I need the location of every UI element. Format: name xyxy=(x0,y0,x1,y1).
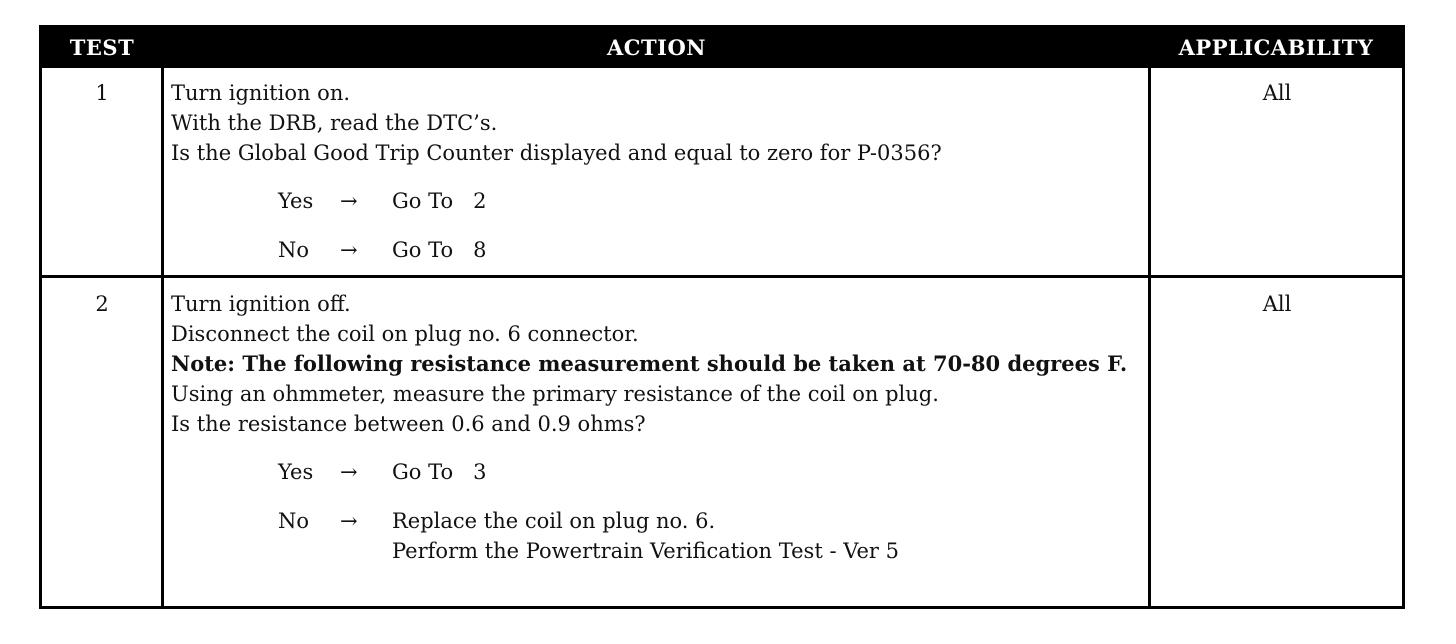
yes-result: Go To 2 xyxy=(392,189,487,213)
action-line: Turn ignition off. xyxy=(171,292,351,316)
yes-branch-1 xyxy=(171,186,1143,216)
applicability-2: All xyxy=(1262,292,1292,316)
column-divider-action-applicability xyxy=(1148,68,1151,606)
test-number-1: 1 xyxy=(95,81,109,105)
header-test: TEST xyxy=(69,35,135,60)
no-result-line2: Perform the Powertrain Verification Test - Ver 5 xyxy=(392,539,899,563)
yes-result: Go To 3 xyxy=(392,460,487,484)
action-line: With the DRB, read the DTC’s. xyxy=(171,111,498,135)
no-result: Go To 8 xyxy=(392,238,487,262)
applicability-1: All xyxy=(1262,81,1292,105)
no-label: No xyxy=(278,238,310,262)
right-arrow-icon: → xyxy=(340,509,358,533)
yes-label: Yes xyxy=(278,189,314,213)
action-line: Is the Global Good Trip Counter displayed and equal to zero for P-0356? xyxy=(171,141,942,165)
temperature-note: Note: The following resistance measurement should be taken at 70-80 degrees F. xyxy=(171,351,1128,376)
action-line: Using an ohmmeter, measure the primary resistance of the coil on plug. xyxy=(171,382,939,406)
action-cell-1 xyxy=(171,78,1143,265)
action-line: Is the resistance between 0.6 and 0.9 ohms? xyxy=(171,412,646,436)
right-arrow-icon: → xyxy=(340,460,358,484)
header-action: ACTION xyxy=(607,35,706,60)
right-arrow-icon: → xyxy=(340,189,358,213)
right-arrow-icon: → xyxy=(340,238,358,262)
row-divider xyxy=(42,275,1402,278)
action-cell-2 xyxy=(171,289,1143,566)
no-branch-1 xyxy=(171,235,1143,265)
yes-label: Yes xyxy=(278,460,314,484)
no-result: Replace the coil on plug no. 6. xyxy=(392,509,716,533)
diagnostic-table xyxy=(39,25,1405,609)
action-line: Disconnect the coil on plug no. 6 connector. xyxy=(171,322,639,346)
test-number-2: 2 xyxy=(95,292,109,316)
table-header xyxy=(42,28,1402,68)
no-label: No xyxy=(278,509,310,533)
action-line: Turn ignition on. xyxy=(171,81,351,105)
header-applicability: APPLICABILITY xyxy=(1178,35,1374,60)
yes-branch-2 xyxy=(171,457,1143,487)
no-branch-2 xyxy=(171,506,1143,566)
column-divider-test-action xyxy=(161,68,164,606)
